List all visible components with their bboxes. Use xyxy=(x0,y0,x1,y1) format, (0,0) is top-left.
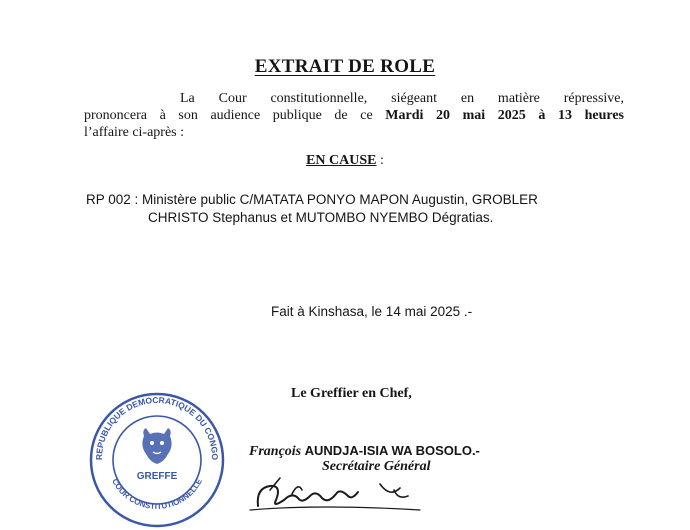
intro-line-3: l’affaire ci-après : xyxy=(84,125,185,140)
stamp-ring-text: REPUBLIQUE DEMOCRATIQUE DU CONGO xyxy=(93,394,221,461)
en-cause-label: EN CAUSE xyxy=(306,153,377,168)
case-entry xyxy=(86,191,626,227)
place-date: Fait à Kinshasa, le 14 mai 2025 .- xyxy=(271,304,473,319)
signatory-surname: AUNDJA-ISIA WA BOSOLO.- xyxy=(304,443,480,458)
handwritten-signature xyxy=(240,470,440,512)
intro-line-1: La Cour constitutionnelle, siégeant en matière répressive, xyxy=(180,91,624,106)
case-line-1: RP 002 : Ministère public C/MATATA PONYO MAPON Augustin, GROBLER xyxy=(86,192,538,207)
hearing-date: Mardi 20 mai 2025 à 13 heures xyxy=(385,108,624,123)
case-line-2: CHRISTO Stephanus et MUTOMBO NYEMBO Dégratias. xyxy=(148,210,494,225)
intro-line-2-text: prononcera à son audience publique de ce xyxy=(84,108,386,123)
signatory-name xyxy=(249,443,480,460)
intro-line-2 xyxy=(84,107,624,124)
signatory-given-name: François xyxy=(249,444,305,459)
signatory-role: Secrétaire Général xyxy=(322,459,431,474)
signatory-title: Le Greffier en Chef, xyxy=(291,386,412,401)
leopard-head-emblem-icon xyxy=(142,428,171,464)
en-cause-colon: : xyxy=(376,153,384,168)
stamp-bottom-text: COUR CONSTITUTIONNELLE xyxy=(110,477,204,511)
en-cause-heading xyxy=(0,153,690,169)
intro-paragraph xyxy=(84,90,624,141)
stamp-center-label: GREFFE xyxy=(136,471,178,482)
document-title: EXTRAIT DE ROLE xyxy=(254,56,436,77)
official-stamp xyxy=(82,390,242,530)
